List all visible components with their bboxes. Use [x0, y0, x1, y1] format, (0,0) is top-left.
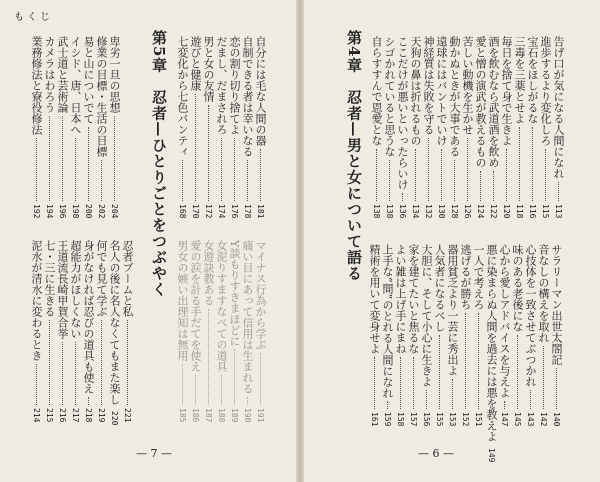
toc-entry [409, 36, 422, 218]
toc-page-number: 176 [230, 203, 239, 218]
toc-page-number: 198 [71, 203, 80, 218]
toc-entry [228, 36, 241, 218]
toc-page-number: 187 [204, 407, 213, 422]
toc-page-number: 218 [84, 407, 93, 422]
toc-leader-dots [493, 171, 494, 201]
toc-page-number: 130 [437, 203, 446, 218]
toc-page-number: 128 [450, 203, 459, 218]
toc-entry-title: 天狗の鼻は折れるもの [409, 36, 422, 146]
toc-entry [241, 240, 254, 422]
toc-page-number: 186 [191, 407, 200, 422]
toc-entry-title: 苦しい動機を生かせ [461, 36, 474, 135]
toc-page-number: 221 [123, 407, 132, 422]
toc-entry-title: 味のある老後にな [511, 244, 524, 332]
toc-leader-dots [247, 397, 248, 405]
toc-page-number: 143 [526, 411, 535, 426]
toc-entry [228, 240, 241, 422]
toc-page-number: 136 [398, 203, 407, 218]
toc-leader-dots [114, 116, 115, 201]
toc-entry [433, 244, 446, 426]
toc-leader-dots [182, 364, 183, 405]
toc-entry-title: 逃げるが勝ち [459, 244, 472, 310]
chapter-4-heading: 第4章 忍者—男と女について語る [345, 30, 363, 282]
toc-entry-title: カメラはわろう [43, 36, 56, 113]
toc-leader-dots [415, 149, 416, 201]
toc-page-number: 132 [424, 203, 433, 218]
toc-entry-title: 愛の涙を計る手だてを使え [189, 240, 202, 372]
toc-entry-title: 男と女の友情 [202, 36, 215, 102]
toc-entry-title: 上手な“間”のとれる人間になれ [381, 244, 394, 399]
toc-entry [485, 244, 498, 463]
toc-page-number: 120 [502, 203, 511, 218]
toc-entry [69, 240, 82, 422]
toc-entry-title: 七変化から七色パンティ [176, 36, 189, 157]
toc-entry [539, 36, 552, 218]
right-page-number: — 6 — [418, 447, 454, 460]
toc-entry [407, 244, 420, 426]
toc-entry [30, 36, 43, 218]
toc-page-number: 149 [487, 448, 496, 463]
toc-entry [370, 36, 383, 218]
toc-entry-title: 進歩するより変化しろ [539, 36, 552, 146]
toc-entry [435, 36, 448, 218]
toc-entry [95, 36, 108, 218]
toc-column-right-lower [368, 244, 563, 463]
toc-leader-dots [465, 313, 466, 409]
toc-leader-dots [530, 390, 531, 409]
toc-entry-title: 悪に染まらぬ人間を過去には悪を教えよ [485, 244, 498, 442]
toc-entry-title: 痛い目にあって信用は生まれる [241, 240, 254, 394]
toc-leader-dots [517, 335, 518, 409]
toc-entry-title: 酒を飲むなら武道酒を飲め [487, 36, 500, 168]
toc-entry-title: 毎日を捨て身で生きよ [500, 36, 513, 146]
toc-leader-dots [439, 335, 440, 409]
toc-entry [56, 240, 69, 422]
toc-leader-dots [36, 364, 37, 405]
toc-entry-title: 卑劣一旦の思想 [108, 36, 121, 113]
toc-leader-dots [101, 160, 102, 201]
toc-page-number: 214 [32, 407, 41, 422]
toc-entry-title: サラリーマン出世太閤記 [550, 244, 563, 365]
toc-leader-dots [400, 357, 401, 409]
toc-entry-title: 心技体を一致させてぶつかれ [524, 244, 537, 387]
toc-entry-title: 一人で考えろ [472, 244, 485, 310]
toc-entry-title: 何でも見て学ぶ [95, 240, 108, 317]
toc-page-number: 202 [97, 203, 106, 218]
toc-entry [30, 240, 43, 422]
toc-entry [215, 240, 228, 422]
toc-entry-title: 器用貧乏より一芸に秀出よ [446, 244, 459, 376]
toc-entry [526, 36, 539, 218]
toc-entry [82, 240, 95, 422]
toc-leader-dots [558, 182, 559, 201]
toc-leader-dots [221, 138, 222, 201]
toc-entry [176, 240, 189, 422]
toc-leader-dots [247, 160, 248, 201]
toc-entry-title: 女泥りすますなべての道具 [215, 240, 228, 372]
toc-entry-title: 遊びと健康 [189, 36, 202, 91]
toc-leader-dots [75, 342, 76, 405]
chapter-5-heading: 第5章 忍者—ひとりごとをつぶやく [150, 30, 168, 298]
toc-page-number: 192 [32, 203, 41, 218]
toc-entry [552, 36, 565, 218]
toc-page-number: 181 [256, 203, 265, 218]
toc-entry [524, 244, 537, 426]
toc-entry-title: 動かぬときが大事である [448, 36, 461, 157]
toc-leader-dots [208, 309, 209, 405]
toc-entry [498, 244, 511, 426]
toc-entry [368, 244, 381, 426]
toc-leader-dots [234, 349, 235, 404]
toc-entry [422, 36, 435, 218]
toc-entry-title: 告げ口が気になる人間になれ [552, 36, 565, 179]
toc-entry-title: 武士道と芸術論 [56, 36, 69, 113]
toc-page-number: 168 [178, 203, 187, 218]
toc-entry-title: 神経質は失敗を守る [422, 36, 435, 135]
toc-page-number: 118 [515, 203, 524, 218]
toc-entry-title: 易と山についでて [82, 36, 95, 124]
toc-page-number: 159 [383, 411, 392, 426]
toc-entry-title: 修業の目標・生活の目標 [95, 36, 108, 157]
toc-entry-title: 遠球にはバントでいけ [435, 36, 448, 146]
toc-leader-dots [101, 320, 102, 405]
toc-entry [420, 244, 433, 426]
toc-page-number: 157 [409, 411, 418, 426]
toc-page-number: 134 [411, 203, 420, 218]
toc-leader-dots [480, 171, 481, 201]
toc-page-number: 172 [204, 203, 213, 218]
toc-entry [43, 36, 56, 218]
toc-entry-title: ここだけが悪いといったらいけ [396, 36, 409, 190]
book-gutter [296, 0, 304, 482]
toc-page-number: 158 [396, 411, 405, 426]
toc-page-number: 115 [541, 203, 550, 218]
toc-entry-title: Y談もりすきまほどに [228, 240, 241, 347]
toc-page-number: 124 [476, 203, 485, 218]
toc-entry-title: 王道流長崎甲賀合挙 [56, 240, 69, 339]
toc-entry-title: 人気者になるべし [433, 244, 446, 332]
toc-entry-title: 心から愛しアドバイスを与えよ [498, 244, 511, 398]
toc-entry-title: 精術を用いて変身せよ [368, 244, 381, 354]
toc-leader-dots [88, 397, 89, 405]
toc-entry-title: 自制できる者は幸いなる [241, 36, 254, 157]
toc-leader-dots [478, 313, 479, 409]
toc-page-number: 190 [243, 407, 252, 422]
toc-entry [189, 36, 202, 218]
toc-entry-title: 大胆に、そして小心に生きよ [420, 244, 433, 387]
toc-entry [69, 36, 82, 218]
toc-leader-dots [75, 138, 76, 201]
toc-entry [108, 240, 121, 426]
toc-column-left-upper-b [176, 36, 267, 218]
toc-page-number: 220 [110, 411, 119, 426]
toc-entry-title: 身がなければ忍びの道具も使え [82, 240, 95, 394]
toc-entry [446, 244, 459, 426]
toc-entry [254, 36, 267, 218]
toc-leader-dots [467, 138, 468, 201]
toc-leader-dots [182, 160, 183, 201]
toc-entry [461, 36, 474, 218]
toc-entry-title: 忍者ブームと私 [121, 240, 134, 317]
toc-page-number: 122 [489, 203, 498, 218]
toc-entry [537, 244, 550, 426]
toc-leader-dots [127, 320, 128, 405]
toc-leader-dots [389, 160, 390, 201]
toc-entry [202, 240, 215, 422]
toc-leader-dots [62, 116, 63, 201]
toc-entry-title: 業務修法と寮役修法 [30, 36, 43, 135]
toc-entry [381, 244, 394, 426]
toc-page-number: 188 [217, 407, 226, 422]
toc-page-number: 138 [385, 203, 394, 218]
toc-entry [108, 36, 121, 218]
toc-page-number: 126 [463, 203, 472, 218]
toc-page-number: 215 [45, 407, 54, 422]
toc-column-right-upper [370, 36, 565, 218]
toc-entry-title: 家を建てたいと焦るな [407, 244, 420, 354]
toc-leader-dots [208, 105, 209, 201]
toc-leader-dots [532, 127, 533, 201]
toc-leader-dots [195, 375, 196, 405]
toc-leader-dots [234, 138, 235, 201]
toc-entry-title: 自分には毛な人間の器 [254, 36, 267, 146]
toc-page-number: 113 [554, 203, 563, 218]
toc-page-number: 200 [84, 203, 93, 218]
toc-entry [202, 36, 215, 218]
toc-page-number: 140 [552, 411, 561, 426]
toc-entry-title: 自らすすんで恩愛とな [370, 36, 383, 146]
toc-page-number: 219 [97, 407, 106, 422]
toc-entry [241, 36, 254, 218]
toc-leader-dots [545, 149, 546, 201]
toc-leader-dots [88, 127, 89, 201]
toc-page-number: 152 [461, 411, 470, 426]
toc-entry-title: 恋の割り切り捨てよ [228, 36, 241, 135]
toc-leader-dots [413, 357, 414, 409]
toc-entry-title: 三毒を三薬とせよ [513, 36, 526, 124]
toc-entry [189, 240, 202, 422]
toc-leader-dots [506, 149, 507, 201]
toc-entry [121, 240, 134, 422]
toc-entry-title: 超能力がほしくない [69, 240, 82, 339]
toc-page-number: 216 [58, 407, 67, 422]
toc-entry-title: だまし、だまされろ [215, 36, 228, 135]
toc-entry [472, 244, 485, 426]
toc-entry-title: 女遊訣教ある [202, 240, 215, 306]
toc-leader-dots [402, 193, 403, 201]
toc-leader-dots [426, 390, 427, 409]
toc-entry [550, 244, 563, 426]
toc-page-number: 155 [435, 411, 444, 426]
toc-entry-title: 七・三に生きる [43, 240, 56, 317]
toc-page-number: 178 [243, 203, 252, 218]
toc-leader-dots [49, 116, 50, 201]
toc-entry [176, 36, 189, 218]
toc-entry-title: よい雑は上げ手にまね [394, 244, 407, 354]
toc-page-number: 189 [230, 407, 239, 422]
toc-entry-title: 名人の後に名人なくてもまた楽し [108, 240, 121, 405]
toc-page-number: 196 [58, 203, 67, 218]
toc-page-number: 194 [45, 203, 54, 218]
toc-leader-dots [374, 357, 375, 409]
toc-page-number: 147 [500, 411, 509, 426]
toc-column-left-lower-a [30, 240, 134, 426]
toc-column-left-lower-b [176, 240, 267, 422]
toc-leader-dots [49, 320, 50, 405]
toc-page-number: 170 [191, 203, 200, 218]
toc-entry [215, 36, 228, 218]
toc-page-number: 204 [110, 203, 119, 218]
toc-page-number: 153 [448, 411, 457, 426]
toc-page-number: 217 [71, 407, 80, 422]
toc-entry [448, 36, 461, 218]
toc-entry-title: 宝石をほしがるな [526, 36, 539, 124]
toc-entry [43, 240, 56, 422]
toc-leader-dots [556, 368, 557, 409]
toc-entry [56, 36, 69, 218]
toc-entry [511, 244, 524, 426]
toc-page-number: 151 [474, 411, 483, 426]
toc-leader-dots [441, 149, 442, 201]
toc-page-number: 142 [539, 411, 548, 426]
toc-entry-title: 泥水が清水に変わるとき [30, 240, 43, 361]
toc-entry-title: イシド、唐、日本へ [69, 36, 82, 135]
toc-leader-dots [62, 342, 63, 405]
toc-entry [487, 36, 500, 218]
page-header: もくじ [14, 12, 53, 23]
toc-entry [396, 36, 409, 218]
toc-page-number: 185 [178, 407, 187, 422]
toc-leader-dots [260, 353, 261, 405]
toc-leader-dots [454, 160, 455, 201]
toc-leader-dots [195, 94, 196, 201]
toc-leader-dots [260, 149, 261, 201]
toc-page-number: 161 [370, 411, 379, 426]
toc-entry [459, 244, 472, 426]
toc-leader-dots [519, 127, 520, 201]
toc-entry-title: シゴかれていると思うな [383, 36, 396, 157]
toc-page-number: 116 [528, 203, 537, 218]
toc-leader-dots [36, 138, 37, 201]
toc-column-left-upper-a [30, 36, 121, 218]
toc-page-number: 191 [256, 407, 265, 422]
toc-page-number: 156 [422, 411, 431, 426]
toc-entry [394, 244, 407, 426]
toc-page-number: 174 [217, 203, 226, 218]
left-page-number: — 7 — [136, 447, 172, 460]
toc-entry-title: 男女の嫉い出理知は無用 [176, 240, 189, 361]
toc-entry [254, 240, 267, 422]
toc-leader-dots [543, 346, 544, 409]
toc-entry-title: マイナス行為から学ぶ [254, 240, 267, 350]
toc-entry [82, 36, 95, 218]
toc-entry [383, 36, 396, 218]
toc-leader-dots [387, 401, 388, 408]
toc-leader-dots [452, 379, 453, 409]
toc-page-number: 138 [372, 203, 381, 218]
toc-entry [95, 240, 108, 422]
toc-entry [513, 36, 526, 218]
toc-leader-dots [221, 375, 222, 405]
toc-entry [474, 36, 487, 218]
toc-leader-dots [376, 149, 377, 201]
toc-entry-title: 音なしの構えを取れ [537, 244, 550, 343]
toc-leader-dots [428, 138, 429, 201]
toc-entry-title: 愛と憎の演武が教えるもの [474, 36, 487, 168]
toc-leader-dots [504, 401, 505, 409]
toc-page-number: 145 [513, 411, 522, 426]
toc-entry [500, 36, 513, 218]
